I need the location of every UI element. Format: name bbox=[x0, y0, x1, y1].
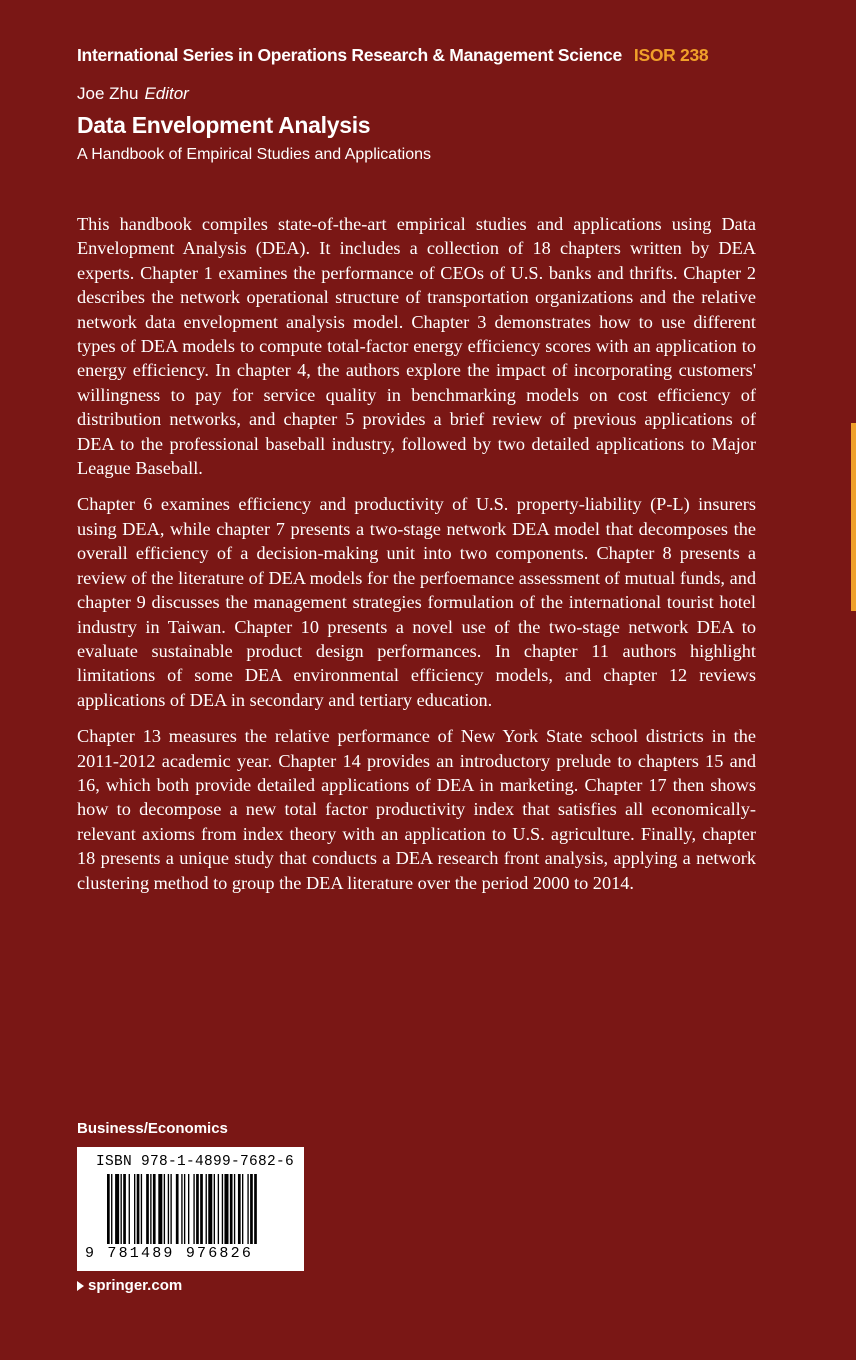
barcode-bar bbox=[230, 1174, 233, 1244]
blurb-paragraph: Chapter 13 measures the relative performance of New York State school districts in the 2011-2012 academic year. Chapter 14 provides an introductory prelude to chapters 15 and 16, which both provide detailed applications of DEA in marketing. Chapter 17 then shows how to decompose a new total factor productivity index that satisfies all economically-relevant axioms from index theory with an application to U.S. agriculture. Finally, chapter 18 presents a unique study that conducts a DEA research front analysis, applying a network clustering method to group the DEA literature over the period 2000 to 2014. bbox=[77, 726, 756, 893]
spine-edge-tab bbox=[851, 423, 856, 611]
blurb-text bbox=[77, 212, 756, 907]
editor-line bbox=[77, 84, 189, 104]
series-line bbox=[77, 45, 708, 66]
series-number: ISOR 238 bbox=[633, 45, 709, 65]
barcode-bar bbox=[242, 1174, 243, 1244]
barcode-bar bbox=[134, 1174, 135, 1244]
barcode-bar bbox=[153, 1174, 156, 1244]
barcode-bar bbox=[214, 1174, 215, 1244]
barcode-bar bbox=[164, 1174, 165, 1244]
editor-role: Editor bbox=[144, 84, 189, 103]
publisher-link-label: springer.com bbox=[88, 1277, 183, 1294]
barcode-bar bbox=[208, 1174, 212, 1244]
barcode-bar bbox=[200, 1174, 203, 1244]
barcode-bar bbox=[146, 1174, 149, 1244]
barcode-bar bbox=[254, 1174, 257, 1244]
barcode-bar bbox=[137, 1174, 140, 1244]
subject-category: Business/Economics bbox=[77, 1120, 228, 1137]
barcode-bar bbox=[107, 1174, 110, 1244]
barcode-bar bbox=[158, 1174, 162, 1244]
barcode-bar bbox=[247, 1174, 248, 1244]
ean-digits: 9 781489 976826 bbox=[85, 1245, 254, 1262]
barcode-bar bbox=[206, 1174, 207, 1244]
barcode-bar bbox=[141, 1174, 142, 1244]
barcode-bar bbox=[234, 1174, 235, 1244]
blurb-paragraph: Chapter 6 examines efficiency and productivity of U.S. property-liability (P-L) insurers using DEA, while chapter 7 presents a two-stage network DEA model that decomposes the overall efficiency of a decision-making unit into two components. Chapter 8 presents a review of the literature of DEA models for the perfoemance assessment of mutual funds, and chapter 9 discusses the management strategies formulation of the international tourist hotel industry in Taiwan. Chapter 10 presents a novel use of the two-stage network DEA to evaluate sustainable product design performances. In chapter 11 authors highlight limitations of some DEA environmental efficiency models, and chapter 12 reviews applications of DEA in secondary and tertiary education. bbox=[77, 494, 756, 710]
barcode-bar bbox=[170, 1174, 171, 1244]
barcode-bar bbox=[150, 1174, 151, 1244]
blurb-paragraph: This handbook compiles state-of-the-art empirical studies and applications using Data Envelopment Analysis (DEA). It includes a collection of 18 chapters written by DEA experts. Chapter 1 examines the performance of CEOs of U.S. banks and thrifts. Chapter 2 describes the network operational structure of transportation organizations and the relative network data envelopment analysis model. Chapter 3 demonstrates how to use different types of DEA models to compute total-factor energy efficiency scores with an application to energy efficiency. In chapter 4, the authors explore the impact of incorporating customers' willingness to pay for service quality in benchmarking models on cost efficiency of distribution networks, and chapter 5 provides a brief review of previous applications of DEA to the professional baseball industry, followed by two detailed applications to Major League Baseball. bbox=[77, 214, 756, 479]
barcode-bar bbox=[111, 1174, 112, 1244]
barcode-bar bbox=[238, 1174, 241, 1244]
book-subtitle: A Handbook of Empirical Studies and Applications bbox=[77, 146, 431, 163]
book-title: Data Envelopment Analysis bbox=[77, 112, 371, 138]
barcode-bar bbox=[181, 1174, 182, 1244]
barcode-bar bbox=[188, 1174, 189, 1244]
barcode-bar bbox=[224, 1174, 228, 1244]
barcode-bar bbox=[222, 1174, 223, 1244]
barcode-bar bbox=[176, 1174, 179, 1244]
barcode-bar bbox=[218, 1174, 219, 1244]
barcode-bar bbox=[196, 1174, 199, 1244]
barcode-bar bbox=[115, 1174, 119, 1244]
barcode-bar bbox=[168, 1174, 169, 1244]
barcode-bar bbox=[193, 1174, 194, 1244]
barcode-bar bbox=[184, 1174, 185, 1244]
series-name: International Series in Operations Research & Management Science bbox=[77, 45, 622, 65]
arrow-right-icon bbox=[77, 1281, 84, 1291]
barcode-bar bbox=[121, 1174, 122, 1244]
barcode-box bbox=[77, 1147, 304, 1271]
barcode-bar bbox=[129, 1174, 130, 1244]
editor-name: Joe Zhu bbox=[77, 84, 139, 103]
isbn-text: ISBN 978-1-4899-7682-6 bbox=[96, 1154, 295, 1170]
barcode-bar bbox=[250, 1174, 253, 1244]
publisher-link[interactable] bbox=[77, 1277, 182, 1294]
barcode-bar bbox=[123, 1174, 126, 1244]
